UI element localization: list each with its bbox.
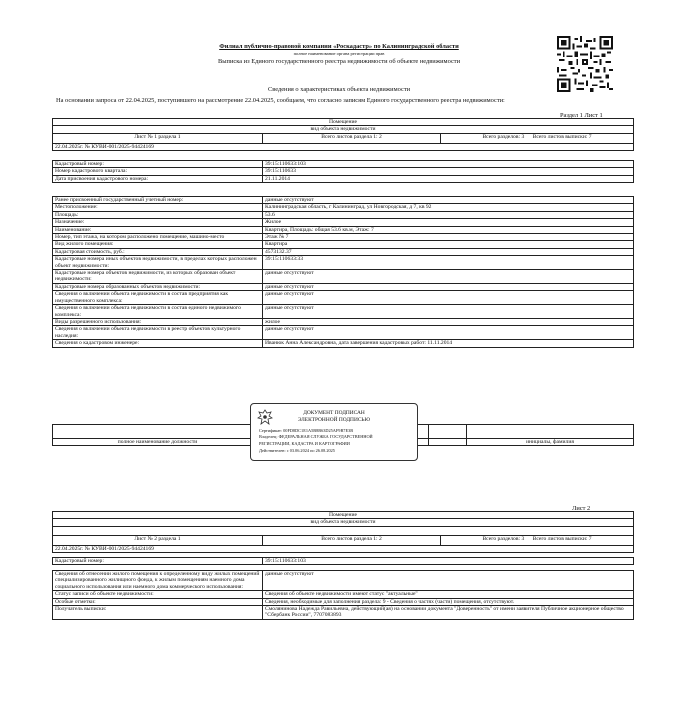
row-value: данные отсутствуют bbox=[263, 291, 634, 305]
cad-label-p2: Кадастровый номер: bbox=[53, 558, 263, 565]
request-basis: На основании запроса от 22.04.2025, поступившего на рассмотрение 22.04.2025, сообщаем, что согласно записям Единого государственного реестра недвижимости: bbox=[56, 97, 505, 104]
page2-rows bbox=[52, 570, 634, 620]
table-row bbox=[53, 571, 634, 591]
row-label: Кадастровый номер: bbox=[53, 161, 263, 168]
row-value: данные отсутствуют bbox=[263, 326, 634, 340]
row-value: Квартира bbox=[263, 241, 634, 248]
row-label: Дата присвоения кадастрового номера: bbox=[53, 175, 263, 182]
table-row bbox=[53, 161, 634, 168]
doc-number: 22.04.2025г. № КУВИ-001/2025-94424169 bbox=[53, 143, 634, 150]
row-label: Сведения о включении объекта недвижимости в реестр объектов культурного наследия: bbox=[53, 326, 263, 340]
row-label: Номер, тип этажа, на котором расположено помещение, машино-место bbox=[53, 234, 263, 241]
table-row bbox=[53, 219, 634, 226]
table-row bbox=[53, 591, 634, 598]
page2-cad-table bbox=[52, 557, 634, 565]
row-value: 21.11.2014 bbox=[263, 175, 634, 182]
row-value: данные отсутствуют bbox=[263, 270, 634, 284]
row-value: 39:15:110633:33 bbox=[263, 256, 634, 270]
sheet-number-p2: Лист № 2 раздела 1 bbox=[53, 535, 263, 545]
table-row bbox=[53, 270, 634, 284]
row-value: данные отсутствуют bbox=[263, 571, 634, 591]
org-name: Филиал публично-правовой компании «Роскадастр» по Калининградской области bbox=[219, 43, 459, 50]
table-row bbox=[53, 168, 634, 175]
cad-value-p2: 39:15:110633:103 bbox=[263, 558, 634, 565]
stamp-valid: Действителен: с 03.06.2024 по 26.08.2025 bbox=[259, 448, 335, 453]
page1-subtitle: Сведения о характеристиках объекта недвижимости bbox=[267, 86, 411, 93]
qr-code-icon bbox=[557, 36, 613, 92]
row-value: Сведения, необходимые для заполнения раздела: 9 - Сведения о частях (части) помещения, отсутствуют. bbox=[263, 598, 634, 605]
row-label: Кадастровые номера объектов недвижимости, из которых образован объект недвижимости: bbox=[53, 270, 263, 284]
table-row bbox=[53, 291, 634, 305]
stamp-owner2: РЕГИСТРАЦИИ, КАДАСТРА И КАРТОГРАФИИ bbox=[259, 441, 350, 446]
row-value: Квартира, Площадь: общая 53.6 кв.м, Этаж: 7 bbox=[263, 226, 634, 233]
section-label-page1: Раздел 1 Лист 1 bbox=[560, 112, 603, 119]
sheets-in-section: Всего листов раздела 1: 2 bbox=[263, 133, 441, 143]
object-type-note-p2: вид объекта недвижимости bbox=[53, 519, 634, 526]
section-label-page2: Лист 2 bbox=[572, 505, 591, 512]
row-label: Сведения о включении объекта недвижимости в состав предприятия как имущественного комплекса: bbox=[53, 291, 263, 305]
stamp-line1: ДОКУМЕНТ ПОДПИСАН bbox=[303, 410, 365, 416]
table-row bbox=[53, 283, 634, 290]
row-value: 4573132.37 bbox=[263, 248, 634, 255]
table-row bbox=[53, 318, 634, 325]
table-row bbox=[53, 197, 634, 204]
table-row bbox=[53, 606, 634, 620]
stamp-line2: ЭЛЕКТРОННОЙ ПОДПИСЬЮ bbox=[297, 417, 371, 423]
row-value: Калининградская область, г Калининград, ул Новгородская, д 7, кв 92 bbox=[263, 204, 634, 211]
table-row bbox=[53, 241, 634, 248]
row-label: Особые отметки: bbox=[53, 598, 263, 605]
sections-total-p2: Всего разделов: 3 bbox=[482, 535, 525, 542]
stamp-owner: Владелец: ФЕДЕРАЛЬНАЯ СЛУЖБА ГОСУДАРСТВЕННОЙ bbox=[259, 434, 373, 439]
row-label: Площадь: bbox=[53, 211, 263, 218]
row-label: Сведения о включении объекта недвижимости в состав единого недвижимого комплекса: bbox=[53, 305, 263, 319]
row-label: Кадастровая стоимость, руб.: bbox=[53, 248, 263, 255]
sections-total: Всего разделов: 3 bbox=[482, 133, 525, 140]
object-type-p2: Помещение bbox=[53, 512, 634, 519]
row-label: Кадастровые номера образованных объектов недвижимости: bbox=[53, 283, 263, 290]
table-row bbox=[53, 211, 634, 218]
row-value: жилое bbox=[263, 318, 634, 325]
row-value: Этаж № 7 bbox=[263, 234, 634, 241]
table-row bbox=[53, 226, 634, 233]
table-row bbox=[53, 248, 634, 255]
signature-position: полное наименование должности bbox=[53, 439, 263, 446]
row-value: 39:15:110633 bbox=[263, 168, 634, 175]
row-value: данные отсутствуют bbox=[263, 305, 634, 319]
table-row bbox=[53, 204, 634, 211]
table-row bbox=[53, 256, 634, 270]
row-label: Ранее присвоенный государственный учетный номер: bbox=[53, 197, 263, 204]
page1-table bbox=[52, 118, 634, 151]
table-row bbox=[53, 305, 634, 319]
object-type: Помещение bbox=[53, 119, 634, 126]
e-signature-stamp bbox=[250, 403, 418, 461]
object-type-note: вид объекта недвижимости bbox=[53, 126, 634, 133]
signature-name: инициалы, фамилия bbox=[467, 439, 634, 446]
row-label: Сведения о кадастровом инженере: bbox=[53, 340, 263, 347]
page1-rows-a bbox=[52, 160, 634, 183]
page1-rows-b bbox=[52, 196, 634, 348]
row-label: Кадастровые номера иных объектов недвижимости, в пределах которых расположен объект недвижимости: bbox=[53, 256, 263, 270]
table-row bbox=[53, 598, 634, 605]
row-label: Назначение: bbox=[53, 219, 263, 226]
org-note: полное наименование органа регистрации прав bbox=[293, 51, 385, 56]
table-row bbox=[53, 175, 634, 182]
row-value: 39:15:110633:103 bbox=[263, 161, 634, 168]
sheets-in-section-p2: Всего листов раздела 1: 2 bbox=[263, 535, 441, 545]
extract-title: Выписка из Единого государственного реестра недвижимости об объекте недвижимости bbox=[217, 58, 460, 65]
sheets-total: Всего листов выписки: 7 bbox=[532, 133, 592, 140]
row-value: Иванюк Анна Александровна, дата завершения кадастровых работ: 11.11.2014 bbox=[263, 340, 634, 347]
row-value: данные отсутствуют bbox=[263, 283, 634, 290]
row-label: Вид жилого помещения: bbox=[53, 241, 263, 248]
row-label: Номер кадастрового квартала: bbox=[53, 168, 263, 175]
row-label: Статус записи об объекте недвижимости: bbox=[53, 591, 263, 598]
row-value: Сведения об объекте недвижимости имеют статус "актуальные" bbox=[263, 591, 634, 598]
doc-number-p2: 22.04.2025г. № КУВИ-001/2025-94424169 bbox=[53, 545, 634, 552]
table-row bbox=[53, 326, 634, 340]
sheets-total-p2: Всего листов выписки: 7 bbox=[532, 535, 592, 542]
row-label: Получатель выписки: bbox=[53, 606, 263, 620]
stamp-cert: Сертификат: 00FD8DC1E1A5B8B63D25AF9B7E3B bbox=[259, 428, 354, 433]
row-value: 53.6 bbox=[263, 211, 634, 218]
sheet-number: Лист № 1 раздела 1 bbox=[53, 133, 263, 143]
sections-and-sheets-p2 bbox=[441, 535, 634, 545]
row-label: Виды разрешенного использования: bbox=[53, 318, 263, 325]
table-row bbox=[53, 234, 634, 241]
row-label: Местоположение: bbox=[53, 204, 263, 211]
page2-table bbox=[52, 511, 634, 553]
table-row bbox=[53, 340, 634, 347]
row-value: данные отсутствуют bbox=[263, 197, 634, 204]
row-label: Наименование: bbox=[53, 226, 263, 233]
row-label: Сведения об отнесении жилого помещения к определенному виду жилых помещений специализированного жилищного фонда, к жилым помещениям наемного дома социального использования или наемного дома коммерческого использования: bbox=[53, 571, 263, 591]
sections-and-sheets bbox=[441, 133, 634, 143]
row-value: Смолянинова Надежда Равильевна, действующий(ая) на основании документа "Доверенность" от имени заявителя Публичное акционерное общество "Сбербанк России", 7707083893 bbox=[263, 606, 634, 620]
row-value: Жилое bbox=[263, 219, 634, 226]
